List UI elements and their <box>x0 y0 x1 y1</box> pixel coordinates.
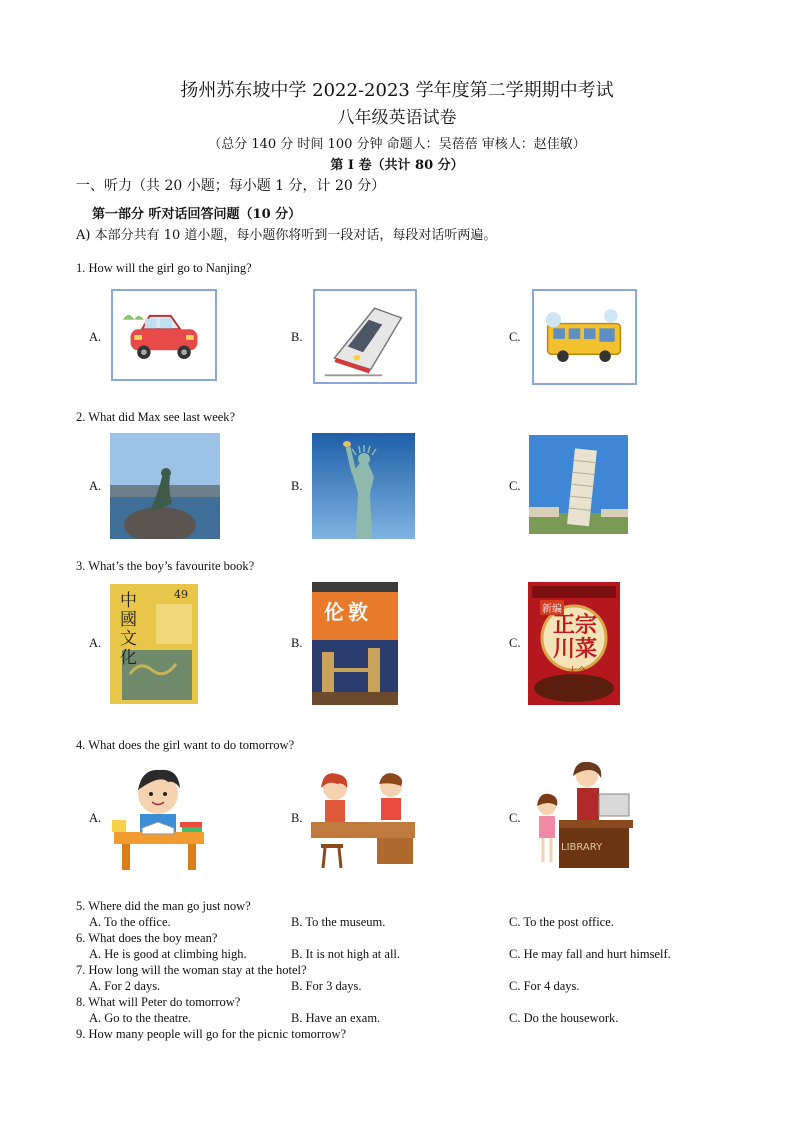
question-3: 3. What’s the boy’s favourite book? <box>76 559 255 573</box>
q6-option-c[interactable]: C. He may fall and hurt himself. <box>509 947 671 961</box>
q5-option-a[interactable]: A. To the office. <box>89 915 171 929</box>
q8-option-c[interactable]: C. Do the housework. <box>509 1011 619 1025</box>
option-label-a: A. <box>89 330 102 344</box>
option-label-c: C. <box>509 636 521 650</box>
leaning-tower-of-pisa-photo[interactable] <box>529 435 628 534</box>
q6-option-b[interactable]: B. It is not high at all. <box>291 947 401 961</box>
question-8: 8. What will Peter do tomorrow? <box>76 995 241 1009</box>
option-label-b: B. <box>291 811 303 825</box>
book-c-title: 正宗川菜 <box>552 613 597 662</box>
option-label-a: A. <box>89 479 102 493</box>
q8-option-b[interactable]: B. Have an exam. <box>291 1011 381 1025</box>
book-a-title: 中國文化 <box>120 591 137 668</box>
option-label-a: A. <box>89 636 102 650</box>
little-mermaid-photo[interactable] <box>110 433 220 539</box>
q5-option-c[interactable]: C. To the post office. <box>509 915 614 929</box>
q7-option-b[interactable]: B. For 3 days. <box>291 979 362 993</box>
q6-option-a[interactable]: A. He is good at climbing high. <box>89 947 247 961</box>
question-4: 4. What does the girl want to do tomorrow? <box>76 738 295 752</box>
london-travel-guide-cover[interactable] <box>312 582 398 705</box>
instructions: A) 本部分共有 10 道小题，每小题你将听到一段对话，每段对话听两遍。 <box>76 228 497 243</box>
q7-option-c[interactable]: C. For 4 days. <box>509 979 580 993</box>
exam-info: （总分 140 分 时间 100 分钟 命题人：吴蓓蓓 审核人：赵佳敏） <box>208 137 586 152</box>
question-2: 2. What did Max see last week? <box>76 410 236 424</box>
option-label-a: A. <box>89 811 102 825</box>
q8-option-a[interactable]: A. Go to the theatre. <box>89 1011 192 1025</box>
library-desk-image[interactable] <box>529 762 635 870</box>
question-6: 6. What does the boy mean? <box>76 931 218 945</box>
train-image[interactable] <box>313 289 417 384</box>
kids-talking-image[interactable] <box>311 768 415 868</box>
exam-subtitle: 八年级英语试卷 <box>337 108 457 128</box>
option-label-c: C. <box>509 330 521 344</box>
library-sign: LIBRARY <box>561 842 603 853</box>
book-c-subtitle: 大全 <box>568 667 587 677</box>
question-5: 5. Where did the man go just now? <box>76 899 251 913</box>
option-label-b: B. <box>291 636 303 650</box>
section-heading: 一、听力（共 20 小题；每小题 1 分，计 20 分） <box>76 178 386 194</box>
book-c-logo: 新编 <box>540 600 564 615</box>
volume-heading: 第 I 卷（共计 80 分） <box>330 158 464 173</box>
question-7: 7. How long will the woman stay at the hotel? <box>76 963 307 977</box>
q7-option-a[interactable]: A. For 2 days. <box>89 979 161 993</box>
bus-image[interactable] <box>532 289 637 385</box>
option-label-b: B. <box>291 330 303 344</box>
option-label-c: C. <box>509 811 521 825</box>
sichuan-cuisine-book-cover[interactable] <box>528 582 620 705</box>
exam-title: 扬州苏东坡中学 2022-2023 学年度第二学期期中考试 <box>180 80 614 101</box>
chinese-culture-book-cover[interactable] <box>110 584 198 704</box>
q5-option-b[interactable]: B. To the museum. <box>291 915 386 929</box>
book-b-title: 伦敦 <box>324 600 372 624</box>
car-image[interactable] <box>111 289 217 381</box>
statue-of-liberty-photo[interactable] <box>312 433 415 539</box>
option-label-c: C. <box>509 479 521 493</box>
boy-studying-image[interactable] <box>110 762 208 872</box>
question-9: 9. How many people will go for the picnic tomorrow? <box>76 1027 347 1041</box>
question-1: 1. How will the girl go to Nanjing? <box>76 261 252 275</box>
option-label-b: B. <box>291 479 303 493</box>
book-a-number: 49 <box>174 588 188 601</box>
part-heading: 第一部分 听对话回答问题（10 分） <box>92 207 302 222</box>
